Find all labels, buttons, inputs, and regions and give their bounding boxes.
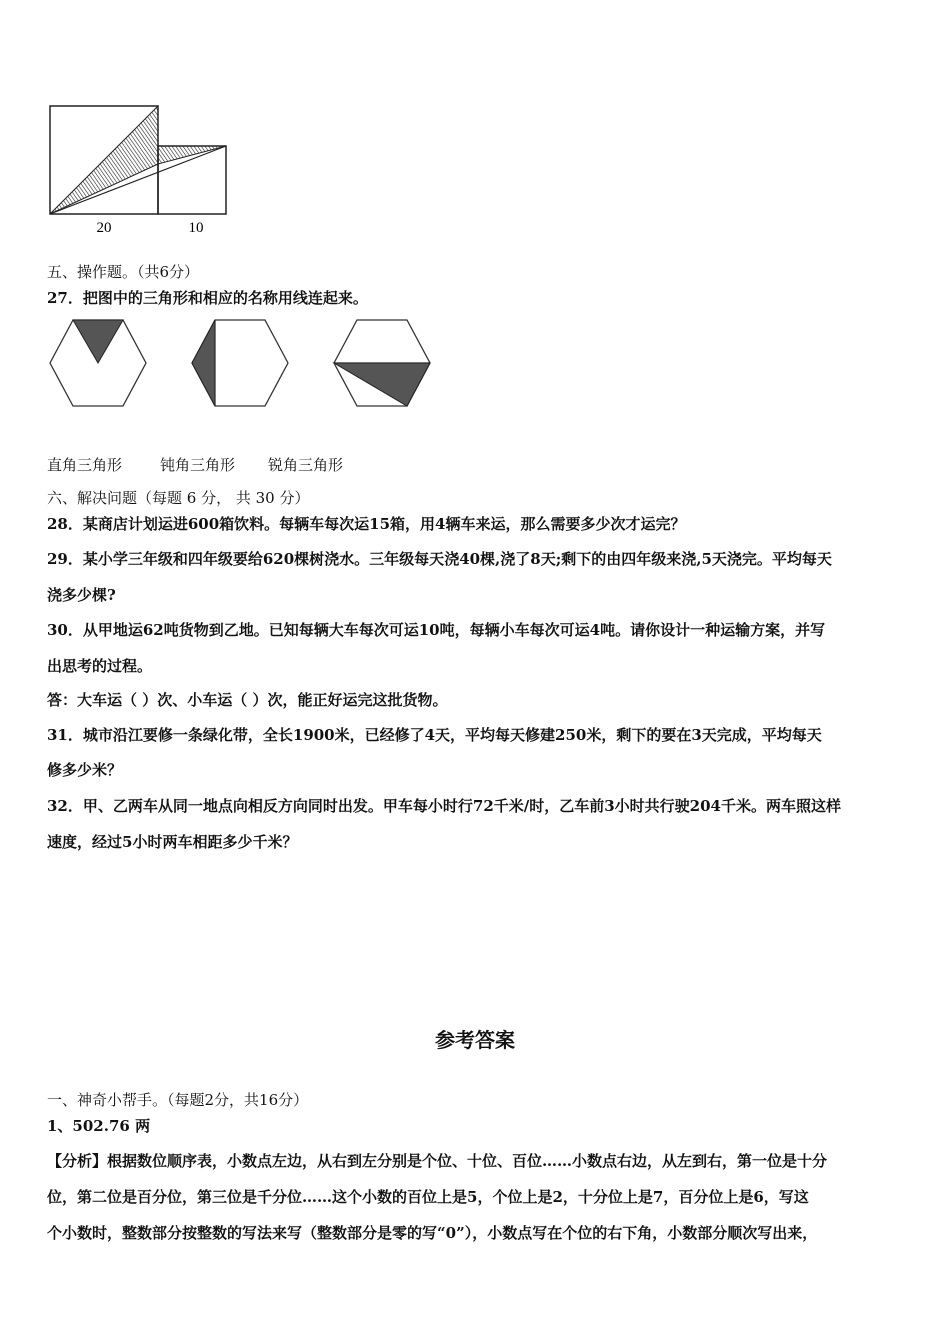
analysis-line2: 位，第二位是百分位，第三位是千分位……这个小数的百位上是5，个位上是2，十分位上是7，百分位上是6，写这 [47, 1188, 809, 1206]
question-28: 28．某商店计划运进600箱饮料。每辆车每次运15箱，用4辆车来运，那么需要多少次才运完？ [47, 515, 686, 533]
question-32-line1: 32．甲、乙两车从同一地点向相反方向同时出发。甲车每小时行72千米/时，乙车前3小时共行驶204千米。两车照这样 [47, 797, 841, 815]
question-30-line2: 出思考的过程。 [47, 657, 153, 675]
name-obtuse-triangle: 钝角三角形 [160, 456, 236, 474]
answers-title: 参考答案 [435, 1028, 515, 1052]
question-31-line2: 修多少米？ [47, 761, 123, 779]
section6-heading: 六、解决问题（每题 6 分， 共 30 分） [47, 489, 310, 507]
analysis-line1: 【分析】根据数位顺序表，小数点左边，从右到左分别是个位、十位、百位……小数点右边，从左到右，第一位是十分 [47, 1152, 828, 1170]
hexagon-obtuse-triangle [190, 318, 290, 408]
shaded-triangle-left [50, 106, 158, 214]
answer-1: 1、502.76 两 [47, 1117, 151, 1135]
hexagon-right-triangle [48, 318, 148, 408]
answers-section1-heading: 一、神奇小帮手。（每题2分，共16分） [47, 1091, 309, 1109]
label-10: 10 [188, 220, 204, 236]
question-31-line1: 31．城市沿江要修一条绿化带，全长1900米，已经修了4天，平均每天修建250米，剩下的要在3天完成，平均每天 [47, 726, 822, 744]
question-27: 27．把图中的三角形和相应的名称用线连起来。 [47, 289, 368, 307]
hexagon-acute-triangle [332, 318, 432, 408]
question-30-line1: 30．从甲地运62吨货物到乙地。已知每辆大车每次可运10吨，每辆小车每次可运4吨。请你设计一种运输方案，并写 [47, 621, 826, 639]
section5-heading: 五、操作题。（共6分） [47, 263, 200, 281]
shaded-triangle-figure [44, 100, 234, 240]
name-right-triangle: 直角三角形 [47, 456, 123, 474]
label-20: 20 [96, 220, 112, 236]
shaded-triangle-right [158, 146, 226, 164]
question-30-answer: 答：大车运（ ）次、小车运（ ）次，能正好运完这批货物。 [47, 691, 448, 709]
name-acute-triangle: 锐角三角形 [268, 456, 344, 474]
question-29-line1: 29．某小学三年级和四年级要给620棵树浇水。三年级每天浇40棵,浇了8天;剩下的由四年级来浇,5天浇完。平均每天 [47, 550, 832, 568]
question-29-line2: 浇多少棵? [47, 586, 116, 604]
question-32-line2: 速度，经过5小时两车相距多少千米？ [47, 833, 298, 851]
analysis-line3: 个小数时，整数部分按整数的写法来写（整数部分是零的写“0”），小数点写在个位的右下角，小数部分顺次写出来， [47, 1224, 818, 1242]
